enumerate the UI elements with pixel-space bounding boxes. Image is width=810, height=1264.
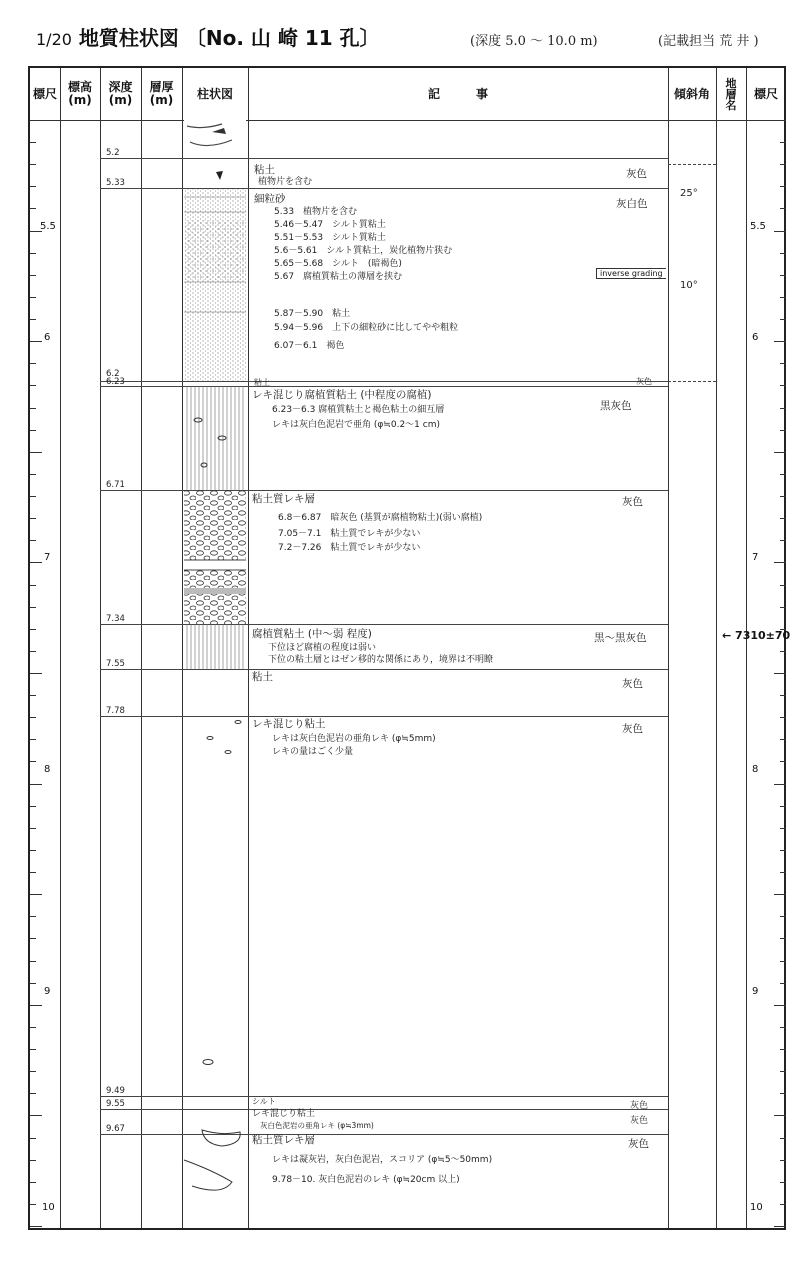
scale-label-5-5: 5.5 — [40, 221, 56, 232]
scale-tick — [30, 452, 42, 453]
desc-l2a: 5.33 植物片を含む — [274, 207, 358, 217]
scale-tick — [780, 938, 786, 939]
scale-tick — [780, 408, 786, 409]
desc-l2f: 5.67 腐植質粘土の薄層を挟む — [274, 272, 403, 282]
scale-tick — [30, 1226, 42, 1227]
scale-tick — [774, 562, 786, 563]
scale-label-right-10: 10 — [750, 1202, 763, 1213]
scale-tick — [780, 1071, 786, 1072]
scale-tick — [780, 275, 786, 276]
desc-l11a: レキは凝灰岩，灰白色泥岩，スコリア (φ≒5～50mm) — [272, 1155, 493, 1165]
scale-tick — [30, 828, 36, 829]
scale-tick — [30, 585, 36, 586]
color-l4: 黒灰色 — [600, 400, 632, 412]
scale-tick — [780, 363, 786, 364]
scale-tick — [774, 1226, 786, 1227]
color-l1: 灰色 — [626, 168, 647, 180]
scale-tick — [30, 872, 36, 873]
scale-tick — [780, 518, 786, 519]
scale-tick — [780, 164, 786, 165]
scale-tick — [30, 784, 42, 785]
scale-tick — [30, 408, 36, 409]
depth-mark: 7.55 — [106, 659, 125, 669]
desc-l11: 粘土質レキ層 — [252, 1134, 315, 1146]
desc-l8b: レキの量はごく少量 — [272, 747, 354, 757]
scale-tick — [780, 761, 786, 762]
desc-l2h: 5.94－5.96 上下の細粒砂に比してやや粗粒 — [274, 323, 459, 333]
scale-tick — [780, 607, 786, 608]
desc-l2i: 6.07－6.1 褐色 — [274, 341, 345, 351]
color-l2: 灰白色 — [616, 198, 648, 210]
scale-tick — [30, 341, 42, 342]
color-l10: 灰色 — [630, 1116, 649, 1126]
scale-label-6: 6 — [44, 332, 51, 343]
inverse-grading-note: inverse grading — [596, 268, 666, 279]
depth-mark: 9.49 — [106, 1086, 125, 1096]
scale-tick — [780, 430, 786, 431]
title-text: 地質柱状図 — [78, 26, 179, 50]
scale-tick — [774, 341, 786, 342]
scale-tick — [30, 142, 36, 143]
desc-l7: 粘土 — [252, 671, 273, 683]
color-l6: 黒～黒灰色 — [594, 632, 647, 644]
scale-tick — [774, 1005, 786, 1006]
scale-tick — [30, 430, 36, 431]
dip-angle: 10° — [680, 280, 698, 291]
desc-l5b: 7.05－7.1 粘土質でレキが少ない — [278, 529, 421, 539]
scale-label-10: 10 — [42, 1202, 55, 1213]
scale-tick — [30, 1138, 36, 1139]
desc-l5a: 6.8－6.87 暗灰色 (基質が腐植物粘土)(弱い腐植) — [278, 513, 483, 523]
desc-l2: 細粒砂 — [254, 193, 286, 205]
scale-tick — [30, 208, 36, 209]
desc-l2d: 5.6－5.61 シルト質粘土，炭化植物片狭む — [274, 246, 453, 256]
color-l5: 灰色 — [622, 496, 643, 508]
desc-l1b: 植物片を含む — [258, 177, 313, 187]
scale-tick — [30, 629, 36, 630]
scale-tick — [774, 1115, 786, 1116]
scale-tick — [30, 739, 36, 740]
scale-label-right-8: 8 — [752, 764, 759, 775]
scale-tick — [30, 806, 36, 807]
desc-l10a: 灰白色泥岩の亜角レキ (φ≒3mm) — [260, 1121, 374, 1130]
color-l9: 灰色 — [630, 1101, 649, 1111]
desc-l2e: 5.65－5.68 シルト (暗褐色) — [274, 259, 402, 269]
scale-tick — [30, 1182, 36, 1183]
desc-l6a: 下位ほど腐植の程度は弱い — [268, 643, 377, 653]
scale-tick — [30, 385, 36, 386]
scale-tick — [780, 385, 786, 386]
scale-tick — [30, 1204, 36, 1205]
scale-tick — [30, 474, 36, 475]
scale-tick — [780, 1160, 786, 1161]
depth-mark: 5.33 — [106, 178, 125, 188]
scale-tick — [780, 1138, 786, 1139]
sheet-title — [36, 22, 380, 51]
scale-tick — [30, 1005, 42, 1006]
scale-tick — [30, 938, 36, 939]
scale-tick — [780, 872, 786, 873]
header-description: 記 事 — [427, 86, 488, 101]
scale-tick — [780, 585, 786, 586]
scale-tick — [30, 164, 36, 165]
color-l11: 灰色 — [628, 1138, 649, 1150]
scale-tick — [30, 253, 36, 254]
desc-l9: シルト — [252, 1097, 276, 1106]
scale-tick — [30, 1093, 36, 1094]
scale-tick — [774, 452, 786, 453]
header-scale-right: 標尺 — [753, 86, 778, 101]
scale-tick — [780, 961, 786, 962]
scale-tick — [30, 319, 36, 320]
header-thickness: 層厚 (m) — [149, 80, 174, 107]
scale-tick — [30, 496, 36, 497]
desc-l8: レキ混じり粘土 — [252, 718, 326, 730]
header-depth: 深度 (m) — [108, 80, 133, 107]
desc-l8a: レキは灰白色泥岩の亜角レキ (φ≒5mm) — [272, 734, 436, 744]
depth-mark: 7.78 — [106, 706, 125, 716]
scale-tick — [30, 850, 36, 851]
scale-tick — [30, 275, 36, 276]
desc-l11b: 9.78－10. 灰白色泥岩のレキ (φ≒20cm 以上) — [272, 1175, 460, 1185]
log-sheet — [28, 66, 791, 1230]
depth-mark: 6.71 — [106, 480, 125, 490]
scale-tick — [30, 297, 36, 298]
desc-l10: レキ混じり粘土 — [252, 1109, 316, 1119]
scale-tick — [30, 673, 42, 674]
scale-ratio: 1/20 — [36, 30, 72, 49]
desc-l5c: 7.2－7.26 粘土質でレキが少ない — [278, 543, 421, 553]
header-column: 柱状図 — [196, 86, 233, 101]
scale-label-7: 7 — [44, 552, 51, 563]
scale-tick — [780, 1204, 786, 1205]
scale-tick — [780, 651, 786, 652]
color-l7: 灰色 — [622, 678, 643, 690]
scale-tick — [30, 1027, 36, 1028]
scale-tick — [780, 1182, 786, 1183]
scale-tick — [780, 253, 786, 254]
scale-tick — [780, 1027, 786, 1028]
scale-tick — [774, 784, 786, 785]
dip-angle: 25° — [680, 188, 698, 199]
scale-tick — [780, 1093, 786, 1094]
scale-tick — [780, 983, 786, 984]
scale-label-right-9: 9 — [752, 986, 759, 997]
scale-tick — [780, 142, 786, 143]
depth-mark: 5.2 — [106, 148, 120, 158]
scale-tick — [30, 1160, 36, 1161]
scale-tick — [30, 1049, 36, 1050]
scale-tick — [780, 474, 786, 475]
recorder: (記載担当 荒 井 ) — [658, 34, 759, 49]
desc-l5: 粘土質レキ層 — [252, 493, 315, 505]
scale-tick — [780, 695, 786, 696]
scale-tick — [780, 319, 786, 320]
depth-mark: 7.34 — [106, 614, 125, 624]
scale-tick — [30, 894, 42, 895]
scale-tick — [30, 1115, 42, 1116]
header-formation: 地 層 名 — [725, 76, 737, 112]
scale-tick — [780, 208, 786, 209]
scale-tick — [780, 806, 786, 807]
header-dip: 傾斜角 — [673, 86, 710, 101]
color-l3: 灰色 — [636, 377, 652, 386]
lithology-column — [182, 120, 248, 1230]
desc-l4a: 6.23－6.3 腐植質粘土と褐色粘土の細互層 — [272, 405, 445, 415]
scale-tick — [780, 496, 786, 497]
desc-l4b: レキは灰白色泥岩で亜角 (φ≒0.2～1 cm) — [272, 420, 440, 430]
scale-tick — [780, 828, 786, 829]
scale-tick — [30, 761, 36, 762]
desc-l1: 粘土 — [254, 164, 275, 176]
desc-l2b: 5.46－5.47 シルト質粘土 — [274, 220, 386, 230]
scale-tick — [774, 231, 786, 232]
scale-tick — [30, 916, 36, 917]
scale-tick — [780, 297, 786, 298]
scale-tick — [30, 695, 36, 696]
borehole-id: 〔No. 山 崎 11 孔〕 — [185, 26, 380, 50]
scale-tick — [30, 363, 36, 364]
scale-tick — [30, 961, 36, 962]
scale-label-right-6: 6 — [752, 332, 759, 343]
desc-l4: レキ混じり腐植質粘土 (中程度の腐植) — [252, 389, 432, 401]
scale-tick — [30, 518, 36, 519]
scale-tick — [780, 1049, 786, 1050]
depth-range: (深度 5.0 ～ 10.0 m) — [470, 34, 598, 49]
desc-l3: 粘土 — [254, 378, 270, 387]
scale-label-8: 8 — [44, 764, 51, 775]
scale-tick — [30, 607, 36, 608]
scale-tick — [780, 850, 786, 851]
scale-tick — [780, 186, 786, 187]
radiocarbon-age: ← 7310±70 — [722, 629, 791, 642]
color-l8: 灰色 — [622, 723, 643, 735]
scale-label-right-5-5: 5.5 — [750, 221, 766, 232]
depth-mark: 6.23 — [106, 377, 125, 387]
scale-tick — [774, 673, 786, 674]
scale-tick — [774, 894, 786, 895]
scale-tick — [780, 717, 786, 718]
header-elevation: 標高 (m) — [67, 80, 92, 107]
scale-tick — [30, 717, 36, 718]
desc-l6b: 下位の粘土層とはゼン移的な関係にあり，境界は不明瞭 — [268, 655, 494, 665]
header-scale-left: 標尺 — [32, 86, 57, 101]
scale-tick — [30, 540, 36, 541]
scale-tick — [780, 540, 786, 541]
scale-label-right-7: 7 — [752, 552, 759, 563]
scale-tick — [30, 983, 36, 984]
scale-tick — [30, 1071, 36, 1072]
scale-tick — [30, 651, 36, 652]
desc-l2g: 5.87－5.90 粘土 — [274, 309, 351, 319]
scale-tick — [30, 186, 36, 187]
scale-label-9: 9 — [44, 986, 51, 997]
scale-tick — [30, 562, 42, 563]
scale-tick — [780, 739, 786, 740]
depth-mark: 6.2 — [106, 369, 120, 379]
desc-l2c: 5.51－5.53 シルト質粘土 — [274, 233, 386, 243]
depth-mark: 9.55 — [106, 1099, 125, 1109]
scale-tick — [774, 120, 786, 121]
scale-tick — [30, 120, 42, 121]
desc-l6: 腐植質粘土 (中～弱 程度) — [252, 628, 372, 640]
depth-mark: 9.67 — [106, 1124, 125, 1134]
scale-tick — [780, 916, 786, 917]
